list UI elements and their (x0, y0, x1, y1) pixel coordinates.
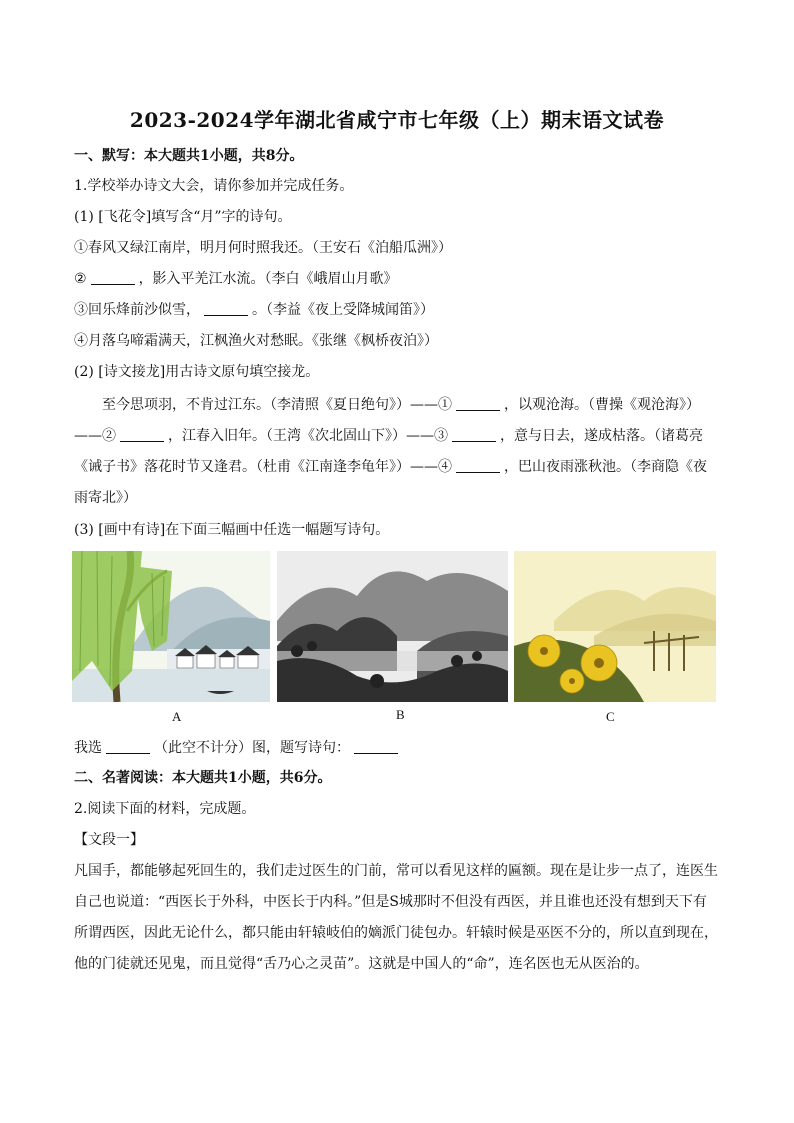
reading-passage: 凡国手，都能够起死回生的，我们走过医生的门前，常可以看见这样的匾额。现在是让步一点了，连医生自己也说道：“西医长于外科，中医长于内科。”但是S城那时不但没有西医，并且谁也还没有想到天下有所谓西医，因此无论什么，都只能由轩辕岐伯的嫡派门徒包办。轩辕时候是巫医不分的，所以直到现在，他的门徒就还见鬼，而且觉得“舌乃心之灵苗”。这就是中国人的“命”，连名医也无从医治的。 (74, 863, 718, 972)
choose-painting-line (74, 738, 402, 758)
sub-question-3: (3) [画中有诗]在下面三幅画中任选一幅题写诗句。 (74, 522, 390, 538)
poem-line-1: ①春风又绿江南岸，明月何时照我还。（王安石《泊船瓜洲》） (74, 240, 452, 256)
answer-blank[interactable] (120, 427, 164, 442)
chain-text-8: （李商隐《夜雨寄北》） (74, 459, 707, 506)
poem-line-3-suffix: 。（李益《夜上受降城闻笛》） (252, 302, 434, 318)
poem-line-2-suffix: ，影入平羌江水流。（李白《峨眉山月歌》 (138, 271, 398, 287)
painting-b[interactable] (277, 551, 508, 702)
chain-text-4: ，江春入旧年。（王湾《次北固山下》）——③ (168, 428, 448, 444)
chain-text-7: ，巴山夜雨涨秋池。 (504, 459, 630, 475)
chain-text-5: ，意与日去，遂成枯落。 (500, 428, 654, 444)
q1-intro: 1.学校举办诗文大会，请你参加并完成任务。 (74, 178, 354, 194)
chain-text-1: 至今思项羽，不肯过江东。（李清照《夏日绝句》）——① (102, 397, 452, 413)
choose-prefix: 我选 (74, 740, 102, 756)
caption-b: B (396, 707, 405, 722)
segment-label: 【文段一】 (74, 832, 144, 848)
poem-line-3-prefix: ③回乐烽前沙似雪， (74, 302, 200, 318)
section2-header: 二、名著阅读：本大题共1小题，共6分。 (74, 770, 332, 786)
chain-text-2: ，以观沧海。（曹操《观沧 (504, 397, 665, 413)
poem-line-3 (74, 300, 434, 320)
poem-chain-paragraph (74, 390, 720, 514)
q2-intro: 2.阅读下面的材料，完成题。 (74, 801, 256, 817)
answer-blank[interactable] (204, 301, 248, 316)
sub-question-1: (1) [飞花令]填写含“月”字的诗句。 (74, 209, 292, 225)
caption-a: A (172, 709, 182, 724)
poem-line-4: ④月落乌啼霜满天，江枫渔火对愁眠。《张继《枫桥夜泊》） (74, 333, 438, 349)
answer-blank[interactable] (354, 739, 398, 754)
painting-c[interactable] (514, 551, 716, 702)
caption-c: C (606, 709, 615, 724)
sub-question-2: (2) [诗文接龙]用古诗文原句填空接龙。 (74, 364, 320, 380)
painting-a[interactable] (72, 551, 270, 702)
section1-header: 一、默写：本大题共1小题，共8分。 (74, 148, 304, 164)
chain-text-6: （诸葛亮《诫子书》落花时节又逢君。（杜甫《江南逢李龟年》）——④ (74, 428, 703, 475)
answer-blank[interactable] (91, 270, 135, 285)
answer-blank[interactable] (456, 458, 500, 473)
choose-mid: （此空不计分）图，题写诗句： (154, 740, 350, 756)
page-title: 2023-2024学年湖北省咸宁市七年级（上）期末语文试卷 (129, 108, 665, 132)
chain-text-3: 海》）——② (74, 397, 700, 444)
poem-line-2 (74, 269, 398, 289)
answer-blank[interactable] (452, 427, 496, 442)
answer-blank[interactable] (456, 396, 500, 411)
poem-line-2-prefix: ② (74, 271, 87, 287)
answer-blank[interactable] (106, 739, 150, 754)
